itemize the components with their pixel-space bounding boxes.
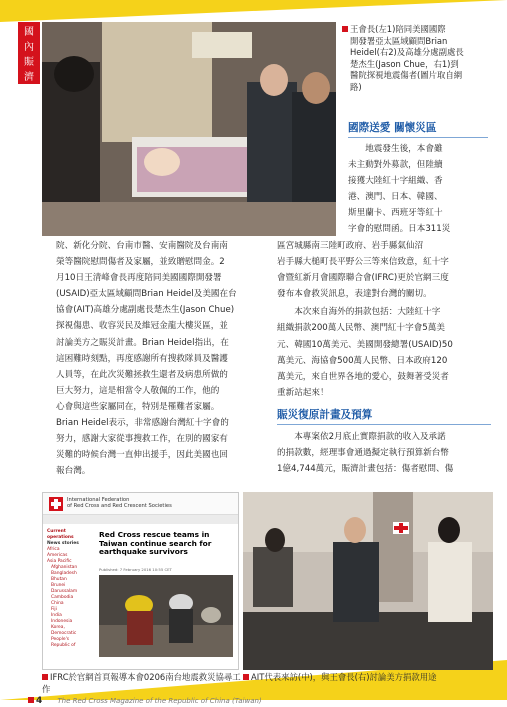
text-line: 字會的慰問函。日本311災 xyxy=(348,224,451,235)
text-line: 這困難時刻點，再度感謝所有搜救隊員及醫護 xyxy=(56,353,228,364)
page-footer xyxy=(28,688,328,706)
text-line: 心會與這些家屬同在，特別是罹難者家屬。 xyxy=(56,401,220,412)
hospital-visit-illustration xyxy=(42,22,336,236)
ifrc-article-title[interactable]: Red Cross rescue teams in Taiwan continue search for earthquake survivors xyxy=(99,530,212,557)
sidebar-item[interactable]: Africa xyxy=(47,547,60,552)
left-column xyxy=(56,238,270,479)
ifrc-header xyxy=(43,493,238,515)
sidebar-item[interactable]: Americas xyxy=(47,553,68,558)
section-heading-recovery-plan: 賑災復原計畫及預算 xyxy=(277,409,373,421)
text-line: 本專案依2月底止實際捐款的收入及承諾 xyxy=(277,432,446,442)
text-line: 萬美元、海協會500萬人民幣、日本政府120 xyxy=(277,355,448,366)
sidebar-item[interactable]: Bhutan xyxy=(51,577,67,582)
text-line: 討論美方之賑災計畫。Brian Heidel指出，在 xyxy=(56,337,229,348)
red-cross-icon xyxy=(49,497,63,511)
text-line: 1億4,744萬元，賑濟計畫包括：傷者慰問、傷 xyxy=(277,464,454,475)
sidebar-item[interactable]: Republic of xyxy=(51,643,76,648)
ifrc-sidebar xyxy=(47,529,89,649)
text-line: 萬美元，來自世界各地的愛心，鼓舞著受災者 xyxy=(277,371,449,382)
ait-meeting-photo xyxy=(243,492,493,670)
page-number: 4 xyxy=(36,696,43,706)
ifrc-article-date: Published: 7 February 2016 10:55 CET xyxy=(99,567,172,572)
rescue-photo-illustration xyxy=(99,575,233,657)
section2-text xyxy=(277,429,491,477)
caption-line: 路) xyxy=(350,81,362,92)
text-line: 月10日王清峰會長再度陪同美國國際開發署 xyxy=(56,273,222,284)
caption-line: 開發署亞太區域顧問Brian xyxy=(350,35,448,46)
text-line: 重新站起來！ xyxy=(277,387,329,398)
section-tab xyxy=(18,22,40,84)
red-bullet-icon xyxy=(342,26,348,32)
sidebar-item[interactable]: Korea, Democratic People's xyxy=(51,625,77,642)
section-tab-char: 濟 xyxy=(24,72,34,83)
ifrc-nav-strip xyxy=(43,515,238,524)
text-line: 斯里蘭卡、西班牙等紅十 xyxy=(348,208,443,219)
text-line: 努力，感謝大家從事搜救工作，在別的國家有 xyxy=(56,434,228,445)
right-column-wide xyxy=(277,238,491,401)
text-line: Brian Heidel表示，非常感謝台灣紅十字會的 xyxy=(56,418,229,429)
sidebar-item[interactable]: Bangladesh xyxy=(51,571,77,576)
text-line: 元、韓國10萬美元、美國開發總署(USAID)50 xyxy=(277,339,453,350)
meeting-illustration xyxy=(243,492,493,670)
text-line: 探視傷患、收容災民及維冠金龍大樓災區，並 xyxy=(56,321,228,332)
text-line: 會暨紅新月會國際聯合會(IFRC)更於官網三度 xyxy=(277,273,449,284)
heading-divider xyxy=(348,137,488,138)
text-line: 的捐款數，經理事會通過擬定執行預算新台幣 xyxy=(277,448,449,459)
sidebar-item[interactable]: India xyxy=(51,613,62,618)
top-yellow-band xyxy=(0,0,507,22)
red-bullet-icon xyxy=(28,697,34,703)
sidebar-item[interactable]: Cambodia xyxy=(51,595,74,600)
text-line: 報台灣。 xyxy=(56,466,91,477)
ifrc-screenshot-caption: IFRC於官網首頁報導本會0206南台地震救災協尋工作 xyxy=(42,672,241,694)
text-line: 接獲大陸紅十字組織、香 xyxy=(348,176,443,187)
ifrc-website-screenshot xyxy=(42,492,239,670)
rescue-photo xyxy=(99,575,233,657)
text-line: (USAID)亞太區域顧問Brian Heidel及美國在台 xyxy=(56,289,237,300)
text-line: 協會(AIT)高雄分處副處長楚杰生(Jason Chue) xyxy=(56,305,235,316)
text-line: 未主動對外募款，但陸續 xyxy=(348,160,443,171)
sidebar-item[interactable]: Afghanistan xyxy=(51,565,78,570)
text-line: 發布本會救災訊息，表達對台灣的關切。 xyxy=(277,289,432,300)
ifrc-org-name: International Federation of Red Cross and Red Crescent Societies xyxy=(67,497,172,510)
text-line: 院、新化分院、台南市醫、安南醫院及台南南 xyxy=(56,241,228,251)
text-line: 巨大努力，這是相當令人敬佩的工作，他的 xyxy=(56,385,220,396)
text-line: 災難的時候台灣一直伸出援手，因此美國也回 xyxy=(56,450,228,461)
top-photo-caption xyxy=(342,24,490,94)
magazine-title: The Red Cross Magazine of the Republic of China (Taiwan) xyxy=(57,697,262,705)
right-column-narrow xyxy=(348,141,490,238)
caption-line: 醫院探視地震傷者(圖片取自網 xyxy=(350,70,463,81)
sidebar-item[interactable]: Brunei Darussalam xyxy=(51,583,78,594)
section-tab-char: 國 xyxy=(24,27,34,38)
text-line: 榮等醫院慰問傷者及家屬，並致贈慰問金。2 xyxy=(56,257,225,268)
text-line: 人員等，在此次災難拯救生還者及病患所做的 xyxy=(56,369,228,380)
sidebar-item[interactable]: China xyxy=(51,601,64,606)
text-line: 岩手縣大槌町長平野公三等來信致意，紅十字 xyxy=(277,257,449,268)
sidebar-item[interactable]: Fiji xyxy=(51,607,57,612)
text-line: 本次來自海外的捐款包括：大陸紅十字 xyxy=(277,307,441,318)
section-tab-char: 賑 xyxy=(24,57,34,68)
sidebar-header: Current operations xyxy=(47,529,74,540)
red-bullet-icon xyxy=(42,674,48,680)
caption-line: Heidel(右2)及高雄分處副處長 xyxy=(350,47,464,58)
red-bullet-icon xyxy=(243,674,249,680)
caption-line: 楚杰生(Jason Chue，右1)到 xyxy=(350,58,459,69)
caption-line: 王會長(左1)陪同美國國際 xyxy=(342,24,490,36)
section-heading-international-aid: 國際送愛 關懷災區 xyxy=(348,122,437,134)
sidebar-item[interactable]: Asia Pacific xyxy=(47,559,72,564)
heading-divider xyxy=(277,424,491,425)
sidebar-item[interactable]: Indonesia xyxy=(51,619,73,624)
section-tab-char: 內 xyxy=(24,42,34,53)
sidebar-item[interactable]: News stories xyxy=(47,541,79,546)
text-line: 港、澳門、日本、韓國、 xyxy=(348,192,443,203)
hospital-visit-photo xyxy=(42,22,336,236)
meeting-photo-caption: AIT代表來訪(中)，與王會長(右)討論美方捐款用途 xyxy=(243,672,495,684)
text-line: 地震發生後，本會雖 xyxy=(348,144,443,154)
text-line: 組織捐款200萬人民幣、澳門紅十字會5萬美 xyxy=(277,323,445,334)
text-line: 區宮城縣南三陸町政府、岩手縣氣仙沼 xyxy=(277,241,424,251)
